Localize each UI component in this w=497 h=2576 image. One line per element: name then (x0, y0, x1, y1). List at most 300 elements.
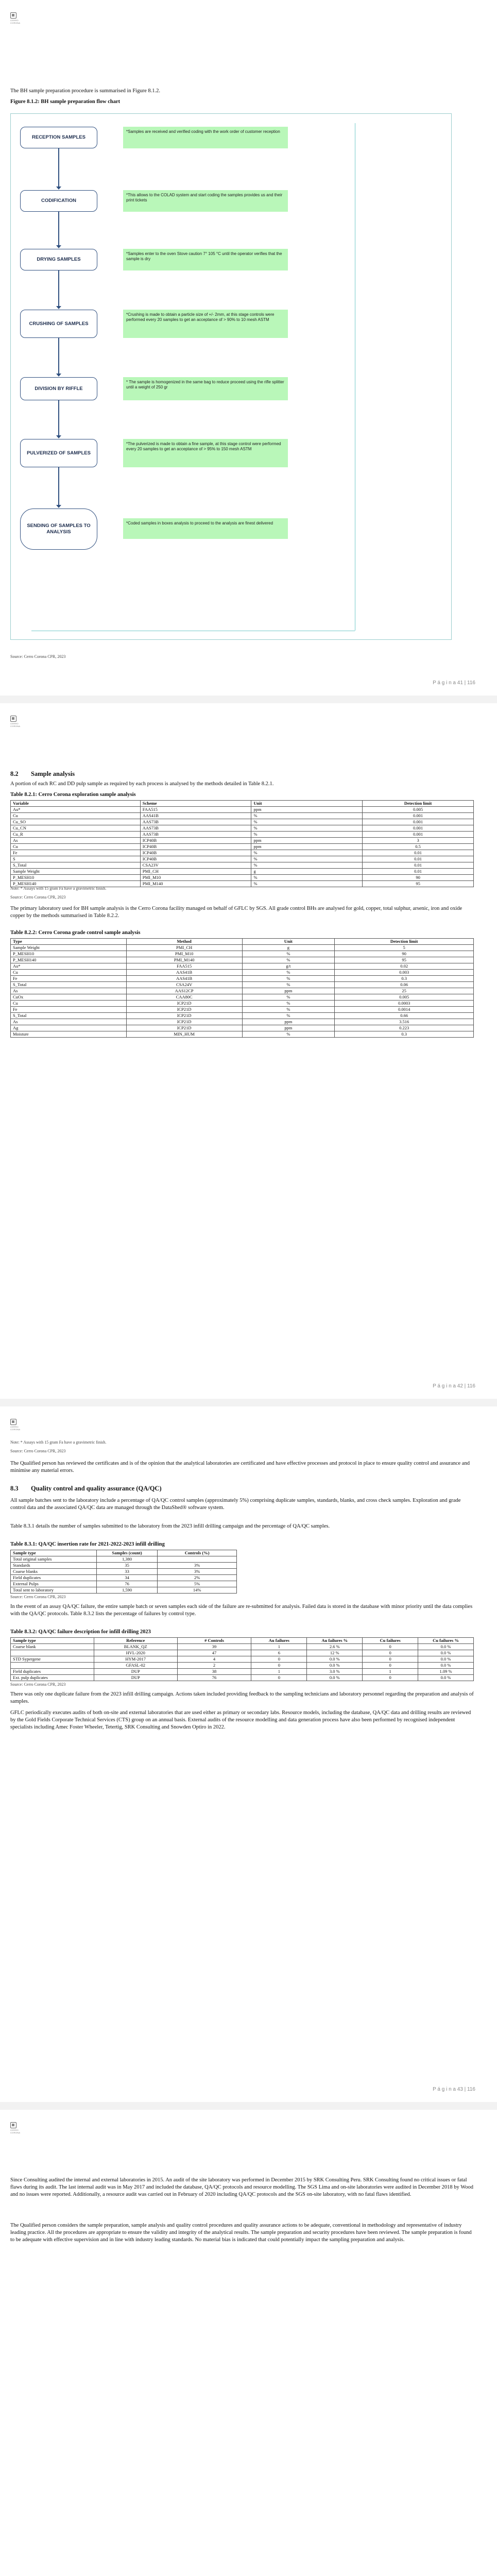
section-number: 8.3 (10, 1485, 19, 1492)
column-header: Au failures (251, 1638, 307, 1644)
qaqc-insertion-table (10, 1550, 237, 1594)
page-1 (0, 0, 497, 696)
table-cell: 4 (177, 1656, 251, 1663)
table-cell: Standards (11, 1563, 97, 1569)
column-header: Detection limit (335, 939, 474, 945)
table-cell: CuOx (11, 994, 127, 1001)
table-cell: CAA80C (126, 994, 242, 1001)
logo-brand-text: CERRO CORONA (10, 19, 21, 24)
table-cell: AAS73B (140, 825, 251, 832)
company-logo (10, 716, 29, 728)
table-cell: ppm (242, 1019, 335, 1025)
table-cell: 6 (251, 1650, 307, 1656)
logo-brand-text: CERRO CORONA (10, 1426, 21, 1431)
section-title: Sample analysis (31, 770, 75, 777)
table-cell: 33 (96, 1569, 158, 1575)
column-header: Detection limit (363, 801, 474, 807)
column-header: Unit (251, 801, 363, 807)
qaqc-failure-table (10, 1637, 474, 1681)
table-row (11, 1025, 474, 1031)
table-cell: GFASL-02 (94, 1663, 177, 1669)
table-header-row (11, 1638, 474, 1644)
page3-para6: GFLC periodically executes audits of both on-site and external laboratories that are used either as primary or secondary labs. Resource models, including the database, QA/QC data and drilling results are reviewed by the Gold Fields Corporate Technical Services (CTS) group on an annual basis. External audits of the resource modelling and data generation process have also been performed by recognised independent specialists including Amec Foster Wheeler, Tetertig, SRK Consulting and Snowden Optiro in 2022. (10, 1710, 471, 1730)
table-cell: S_Total (11, 862, 141, 869)
logo-mark-icon (10, 716, 16, 722)
table-row (11, 838, 474, 844)
table-cell: MIN_HUM (126, 1031, 242, 1038)
table-cell: 0 (363, 1663, 418, 1669)
table-cell: g (242, 945, 335, 951)
table-cell: PMI_M10 (140, 875, 251, 881)
table-cell: ppm (242, 988, 335, 994)
flow-arrow-icon (58, 467, 59, 505)
flow-step-pulverized: PULVERIZED OF SAMPLES (20, 439, 97, 467)
table-cell: PMI_M140 (126, 957, 242, 963)
table-cell: % (251, 832, 363, 838)
table-cell: 1,380 (96, 1556, 158, 1563)
page-number: P á g i n a 42 | 116 (433, 1383, 475, 1389)
table-cell: 0 (251, 1675, 307, 1681)
flow-arrow-icon (58, 400, 59, 436)
flow-arrow-icon (58, 212, 59, 246)
table-cell: P_MESH140 (11, 881, 141, 887)
company-logo (10, 1419, 29, 1431)
table-cell: 76 (96, 1581, 158, 1587)
section-number: 8.2 (10, 770, 19, 777)
table-cell: Coarse blanks (11, 1569, 97, 1575)
column-header: Reference (94, 1638, 177, 1644)
table-row (11, 982, 474, 988)
table3-caption: Table 8.3.1: QA/QC insertion rate for 2021-2022-2023 infill drilling (10, 1541, 165, 1547)
logo-mark-icon (10, 2122, 16, 2128)
table-cell: As (11, 988, 127, 994)
page4-para2: The Qualified person considers the sample preparation, sample analysis and quality control procedures and quality assurance actions to be adequate, conventional in methodology and representative of industry leading practice. All the procedures are appropriate to ensure the validity and integrity of the analytical results. The sample preparation and security procedures have been reviewed. The sample preparation is found to be adequate with effective supervision and in line with industry leading standards. No material bias is indicated that could potentially impact the sampling preparation and analysis. (10, 2223, 472, 2243)
table-cell (11, 1650, 94, 1656)
table-cell: 47 (177, 1650, 251, 1656)
table-cell: ppm (242, 1025, 335, 1031)
table-cell: 0.001 (363, 825, 474, 832)
table-cell: % (242, 1031, 335, 1038)
table-cell: ppm (251, 838, 363, 844)
table-cell: 0.0 % (418, 1650, 474, 1656)
table-cell: % (242, 1013, 335, 1019)
table-cell: AAS41B (126, 970, 242, 976)
table-row (11, 1013, 474, 1019)
table-cell: % (242, 1001, 335, 1007)
column-header: # Controls (177, 1638, 251, 1644)
table-row (11, 1663, 474, 1669)
flow-arrow-icon (58, 148, 59, 187)
table-row (11, 1556, 237, 1563)
table-row (11, 832, 474, 838)
company-logo (10, 2122, 29, 2134)
table-cell: 3% (158, 1569, 237, 1575)
table-cell: P_MESH140 (11, 957, 127, 963)
table-cell: S_Total (11, 982, 127, 988)
table-cell: ICP40B (140, 850, 251, 856)
logo-mark-icon (10, 1419, 16, 1425)
flow-arrow-icon (58, 270, 59, 307)
table-cell: ICP21D (126, 1001, 242, 1007)
table-row (11, 1019, 474, 1025)
column-header: Variable (11, 801, 141, 807)
table-cell: 2.6 % (307, 1644, 363, 1650)
table-row (11, 1575, 237, 1581)
table-cell: ICP40B (140, 844, 251, 850)
page1-source: Source: Cerro Corona CPR, 2023 (10, 654, 66, 659)
page-3 (0, 1406, 497, 2102)
table-cell: Fe (11, 850, 141, 856)
flow-step-division: DIVISION BY RIFFLE (20, 377, 97, 400)
table-cell: ICP40B (140, 856, 251, 862)
table-cell: CSA23V (140, 862, 251, 869)
table-cell: 0.02 (335, 963, 474, 970)
table-cell: Ext. pulp duplicates (11, 1675, 94, 1681)
table-cell: % (251, 813, 363, 819)
table-cell: 0.003 (335, 970, 474, 976)
table-cell: DUP (94, 1669, 177, 1675)
table-cell: Fe (11, 976, 127, 982)
table-cell: Cu (11, 1001, 127, 1007)
table-cell: HYM-2017 (94, 1656, 177, 1663)
table-cell: 0.0 % (418, 1656, 474, 1663)
table-cell: Total original samples (11, 1556, 97, 1563)
table-cell: 2% (158, 1575, 237, 1581)
source-note: Source: Cerro Corona CPR, 2023 (10, 1449, 66, 1453)
table-row (11, 850, 474, 856)
table-cell: g (251, 869, 363, 875)
table4-source: Source: Cerro Corona CPR, 2023 (10, 1682, 66, 1687)
table-row (11, 1581, 237, 1587)
table-cell: 0 (363, 1650, 418, 1656)
table-cell: FAA515 (126, 963, 242, 970)
table-header-row (11, 801, 474, 807)
table-cell: AAS73B (140, 819, 251, 825)
table-row (11, 951, 474, 957)
column-header: Scheme (140, 801, 251, 807)
table-row (11, 825, 474, 832)
table-cell: 34 (96, 1575, 158, 1581)
table-row (11, 1569, 237, 1575)
table-cell: 0.0003 (335, 1001, 474, 1007)
table-cell: 0.0 % (418, 1675, 474, 1681)
table-cell: 14% (158, 1587, 237, 1594)
table-cell: Au* (11, 807, 141, 813)
table-cell: 1 (251, 1644, 307, 1650)
page4-para1: Since Consulting audited the internal and external laboratories in 2015. An audit of the site laboratory was performed in December 2015 by SRK Consulting Peru. SRK Consulting found no critical issues or fatal flaws during its audit. The last internal audit was in May 2017 and included the database, QA/QC protocols and resource modelling. The SGS Lima and on-site laboratories were audited in December 2018 by Wood and no issues were reported. Additionally, a resource audit was carried out in February of 2020 including QA/QC protocols and the SGS on-site laboratory, with no fatal flaws identified. (10, 2177, 474, 2197)
table-row (11, 1656, 474, 1663)
flowchart (10, 113, 452, 640)
table-cell: Cu (11, 970, 127, 976)
table-cell: Fe (11, 1007, 127, 1013)
table-row (11, 957, 474, 963)
table-cell: % (242, 982, 335, 988)
table-cell: 0 (363, 1656, 418, 1663)
column-header: Au failures % (307, 1638, 363, 1644)
table-cell: 90 (335, 951, 474, 957)
table-cell: 3.516 (335, 1019, 474, 1025)
table-cell: % (242, 994, 335, 1001)
table-cell: 0.66 (335, 1013, 474, 1019)
flow-arrow-icon (58, 338, 59, 374)
flow-note-reception: *Samples are received and verified coding with the work order of customer reception (123, 127, 288, 148)
table-cell: S (11, 856, 141, 862)
table-cell: Cu_CN (11, 825, 141, 832)
table-cell: 35 (96, 1563, 158, 1569)
table-cell: 3.0 % (307, 1669, 363, 1675)
table-row (11, 1675, 474, 1681)
table-cell: 39 (177, 1644, 251, 1650)
table-row (11, 1007, 474, 1013)
exploration-analysis-table (10, 800, 474, 887)
grade-control-analysis-table (10, 938, 474, 1038)
table-cell: 2 (177, 1663, 251, 1669)
table-cell: 1,590 (96, 1587, 158, 1594)
flow-step-crushing: CRUSHING OF SAMPLES (20, 310, 97, 338)
table-cell: % (242, 976, 335, 982)
table-cell: ICP21D (126, 1025, 242, 1031)
flow-note-codification: *This allows to the COLAD system and start coding the samples provides us and their print tickets (123, 190, 288, 212)
table-cell: 1.09 % (418, 1669, 474, 1675)
table-header-row (11, 1550, 237, 1556)
table-row (11, 994, 474, 1001)
table-cell: Field duplicates (11, 1669, 94, 1675)
table-cell: S_Total (11, 1013, 127, 1019)
column-header: Method (126, 939, 242, 945)
table-cell: % (251, 875, 363, 881)
section-title: Quality control and quality assurance (QA/QC) (31, 1485, 162, 1492)
table-cell: 0.0 % (418, 1663, 474, 1669)
table-cell: AAS12CP (126, 988, 242, 994)
table-cell: 76 (177, 1675, 251, 1681)
table-cell: ppm (251, 844, 363, 850)
table-row (11, 1001, 474, 1007)
page-number: P á g i n a 43 | 116 (433, 2087, 475, 2092)
table-cell: 0.01 (363, 856, 474, 862)
table-row (11, 844, 474, 850)
figure-caption: Figure 8.1.2: BH sample preparation flow chart (10, 99, 121, 105)
table-cell: % (251, 856, 363, 862)
page3-para2: All sample batches sent to the laboratory include a percentage of QA/QC control samples (approximately 5%) comprising duplicate samples, standards, blanks, and cross check samples. Exploration and grade control data and the associated QA/QC data are managed through the DataShed® software system. (10, 1498, 461, 1511)
table-cell: AAS73B (140, 832, 251, 838)
table-cell: 0.001 (363, 813, 474, 819)
table-cell: % (251, 881, 363, 887)
table-cell: 0 (363, 1644, 418, 1650)
table-cell: Cu_R (11, 832, 141, 838)
table-cell: 95 (363, 881, 474, 887)
table4-caption: Table 8.3.2: QA/QC failure description for infill drilling 2023 (10, 1629, 151, 1635)
flow-step-codification: CODIFICATION (20, 190, 97, 212)
table-cell: CSA24V (126, 982, 242, 988)
table-cell: 38 (177, 1669, 251, 1675)
table-row (11, 807, 474, 813)
table-cell: 0.005 (363, 807, 474, 813)
table-cell: ICP21D (126, 1013, 242, 1019)
table-row (11, 988, 474, 994)
table-row (11, 1587, 237, 1594)
table-row (11, 1669, 474, 1675)
table-cell: 0 (251, 1663, 307, 1669)
table-cell: 0.3 (335, 976, 474, 982)
table-cell: ICP40B (140, 838, 251, 844)
table-row (11, 1031, 474, 1038)
table-row (11, 945, 474, 951)
table-cell: PMI_M10 (126, 951, 242, 957)
table3-source: Source: Cerro Corona CPR, 2023 (10, 1595, 66, 1599)
table-cell: HVL-2020 (94, 1650, 177, 1656)
table1-caption: Table 8.2.1: Cerro Corona exploration sample analysis (10, 792, 136, 798)
page3-para4: In the event of an assay QA/QC failure, the entire sample batch or seven samples each side of the failure are re-submitted for analysis. Failed data is stored in the database with minor priority until the data complies with the QA/QC protocols. Table 8.3.2 lists the percentage of failures by control type. (10, 1604, 473, 1617)
table2-caption: Table 8.2.2: Cerro Corona grade control sample analysis (10, 930, 141, 936)
table-cell: 0.223 (335, 1025, 474, 1031)
table-cell: % (251, 862, 363, 869)
table-cell: STD Sypergene (11, 1656, 94, 1663)
table-cell: Ag (11, 1025, 127, 1031)
page3-para3: Table 8.3.1 details the number of samples submitted to the laboratory from the 2023 infill drilling campaign and the percentage of QA/QC samples. (10, 1523, 330, 1529)
table-cell: PMI_M140 (140, 881, 251, 887)
table-cell: 0.001 (363, 819, 474, 825)
table-row (11, 856, 474, 862)
table-cell: 5 (335, 945, 474, 951)
table-cell: 90 (363, 875, 474, 881)
table-cell: 3% (158, 1563, 237, 1569)
table-cell: Au* (11, 963, 127, 970)
table-cell: ICP21D (126, 1007, 242, 1013)
table-cell: BLANK_QZ (94, 1644, 177, 1650)
page3-para5: There was only one duplicate failure from the 2023 infill drilling campaign. Actions taken included providing feedback to the sampling technicians and laboratory personnel regarding the preparation and analysis of samples. (10, 1691, 474, 1704)
column-header: Unit (242, 939, 335, 945)
table-header-row (11, 939, 474, 945)
table-cell: 95 (335, 957, 474, 963)
table-cell: AAS41B (126, 976, 242, 982)
table-row (11, 862, 474, 869)
table-row (11, 819, 474, 825)
table-cell: % (251, 819, 363, 825)
page2-para2: The primary laboratory used for BH sample analysis is the Cerro Corona facility managed on behalf of GFLC by SGS. All grade control BHs are analysed for gold, copper, total sulphur, arsenic, iron and oxide copper by the methods summarised in Table 8.2.2. (10, 906, 462, 919)
column-header: Samples (count) (96, 1550, 158, 1556)
flow-note-crushing: *Crushing is made to obtain a particle size of +/- 2mm, at this stage controls were performed every 20 samples to get an acceptance of > 90% to 10 mesh ASTM (123, 310, 288, 338)
table-cell: 0.01 (363, 850, 474, 856)
table-row (11, 963, 474, 970)
flow-step-drying: DRYING SAMPLES (20, 249, 97, 270)
table-cell: 1 (363, 1669, 418, 1675)
table-cell: 0.01 (363, 862, 474, 869)
table-row (11, 970, 474, 976)
logo-brand-text: CERRO CORONA (10, 722, 21, 727)
table-cell: 0 (251, 1656, 307, 1663)
table-cell: 25 (335, 988, 474, 994)
table-cell: P_MESH10 (11, 875, 141, 881)
column-header: Cu failures % (418, 1638, 474, 1644)
table-cell: 0.0 % (307, 1663, 363, 1669)
table-cell: ppm (251, 807, 363, 813)
table-note: Note: * Assays with 15 gram Fa have a gravimetric finish. (10, 1440, 107, 1445)
table-cell: 12 % (307, 1650, 363, 1656)
page2-para1: A portion of each RC and DD pulp sample as required by each process is analysed by the methods detailed in Table 8.2.1. (10, 781, 274, 787)
table-cell: % (251, 825, 363, 832)
page-2 (0, 703, 497, 1399)
table-cell: PMI_CH (140, 869, 251, 875)
table-cell: 0.5 (363, 844, 474, 850)
table-cell: % (242, 970, 335, 976)
table-cell: 0.005 (335, 994, 474, 1001)
table-cell: Cu (11, 844, 141, 850)
table1-source: Source: Cerro Corona CPR, 2023 (10, 895, 66, 900)
table-cell: Coarse blank (11, 1644, 94, 1650)
table-cell: AAS41B (140, 813, 251, 819)
flow-note-division: * The sample is homogenized in the same bag to reduce proceed using the rifle splitter until a weight of 250 gr (123, 377, 288, 400)
table-cell: % (242, 1007, 335, 1013)
table-cell: 0.0 % (418, 1644, 474, 1650)
flow-note-sending: *Coded samples in boxes analysis to proceed to the analysis are finest delivered (123, 518, 288, 539)
table-cell: Total sent to laboratory (11, 1587, 97, 1594)
table-cell: External Pulps (11, 1581, 97, 1587)
flow-step-reception: RECEPTION SAMPLES (20, 127, 97, 148)
flow-note-pulverized: *The pulverized is made to obtain a fine sample, at this stage control were performed every 20 samples to get an acceptance of > 95% to 150 mesh ASTM (123, 439, 288, 467)
table-cell: Field duplicates (11, 1575, 97, 1581)
column-header: Cu failures (363, 1638, 418, 1644)
table-cell: 0.0 % (307, 1675, 363, 1681)
flow-step-sending: SENDING OF SAMPLES TO ANALYSIS (20, 509, 97, 550)
page-number: P á g i n a 41 | 116 (433, 680, 475, 686)
flow-note-drying: *Samples enter to the oven Stove caution 7° 105 °C until the operator verifies that the sample is dry (123, 249, 288, 270)
table-cell: As (11, 838, 141, 844)
table-cell (158, 1556, 237, 1563)
logo-brand-text: CERRO CORONA (10, 2129, 21, 2134)
table-cell: As (11, 1019, 127, 1025)
table-cell: 1 (251, 1669, 307, 1675)
page3-para1: The Qualified person has reviewed the certificates and is of the opinion that the analytical laboratories are certificated and have effective processes and protocol in place to ensure quality control and assurance and minimise any material errors. (10, 1461, 470, 1473)
table-cell: Cu_SO (11, 819, 141, 825)
table-cell: 0.3 (335, 1031, 474, 1038)
table-cell: ICP21D (126, 1019, 242, 1025)
table-cell (11, 1663, 94, 1669)
table-row (11, 1650, 474, 1656)
table-row (11, 1563, 237, 1569)
table-cell: 0.0 % (307, 1656, 363, 1663)
column-header: Type (11, 939, 127, 945)
table-cell: 5% (158, 1581, 237, 1587)
table-cell: g/t (242, 963, 335, 970)
column-header: Sample type (11, 1550, 97, 1556)
table-row (11, 869, 474, 875)
table-cell: 3 (363, 838, 474, 844)
table-cell: P_MESH10 (11, 951, 127, 957)
page1-intro: The BH sample preparation procedure is summarised in Figure 8.1.2. (10, 88, 161, 94)
table-cell: 0.0014 (335, 1007, 474, 1013)
column-header: Sample type (11, 1638, 94, 1644)
table-cell: 0.01 (363, 869, 474, 875)
logo-mark-icon (10, 12, 16, 19)
table-cell: 0 (363, 1675, 418, 1681)
table-cell: 0.06 (335, 982, 474, 988)
table-cell: % (242, 957, 335, 963)
table-row (11, 976, 474, 982)
table-cell: Sample Weight (11, 869, 141, 875)
table-row (11, 813, 474, 819)
table-cell: DUP (94, 1675, 177, 1681)
table-cell: 0.001 (363, 832, 474, 838)
table-row (11, 1644, 474, 1650)
table-row (11, 875, 474, 881)
table-cell: % (242, 951, 335, 957)
table1-note: Note: * Assays with 15 gram Fa have a gravimetric finish. (10, 886, 107, 891)
table-cell: FAA515 (140, 807, 251, 813)
company-logo (10, 12, 29, 25)
page-4 (0, 2110, 497, 2576)
table-cell: PMI_CH (126, 945, 242, 951)
table-cell: Sample Weight (11, 945, 127, 951)
